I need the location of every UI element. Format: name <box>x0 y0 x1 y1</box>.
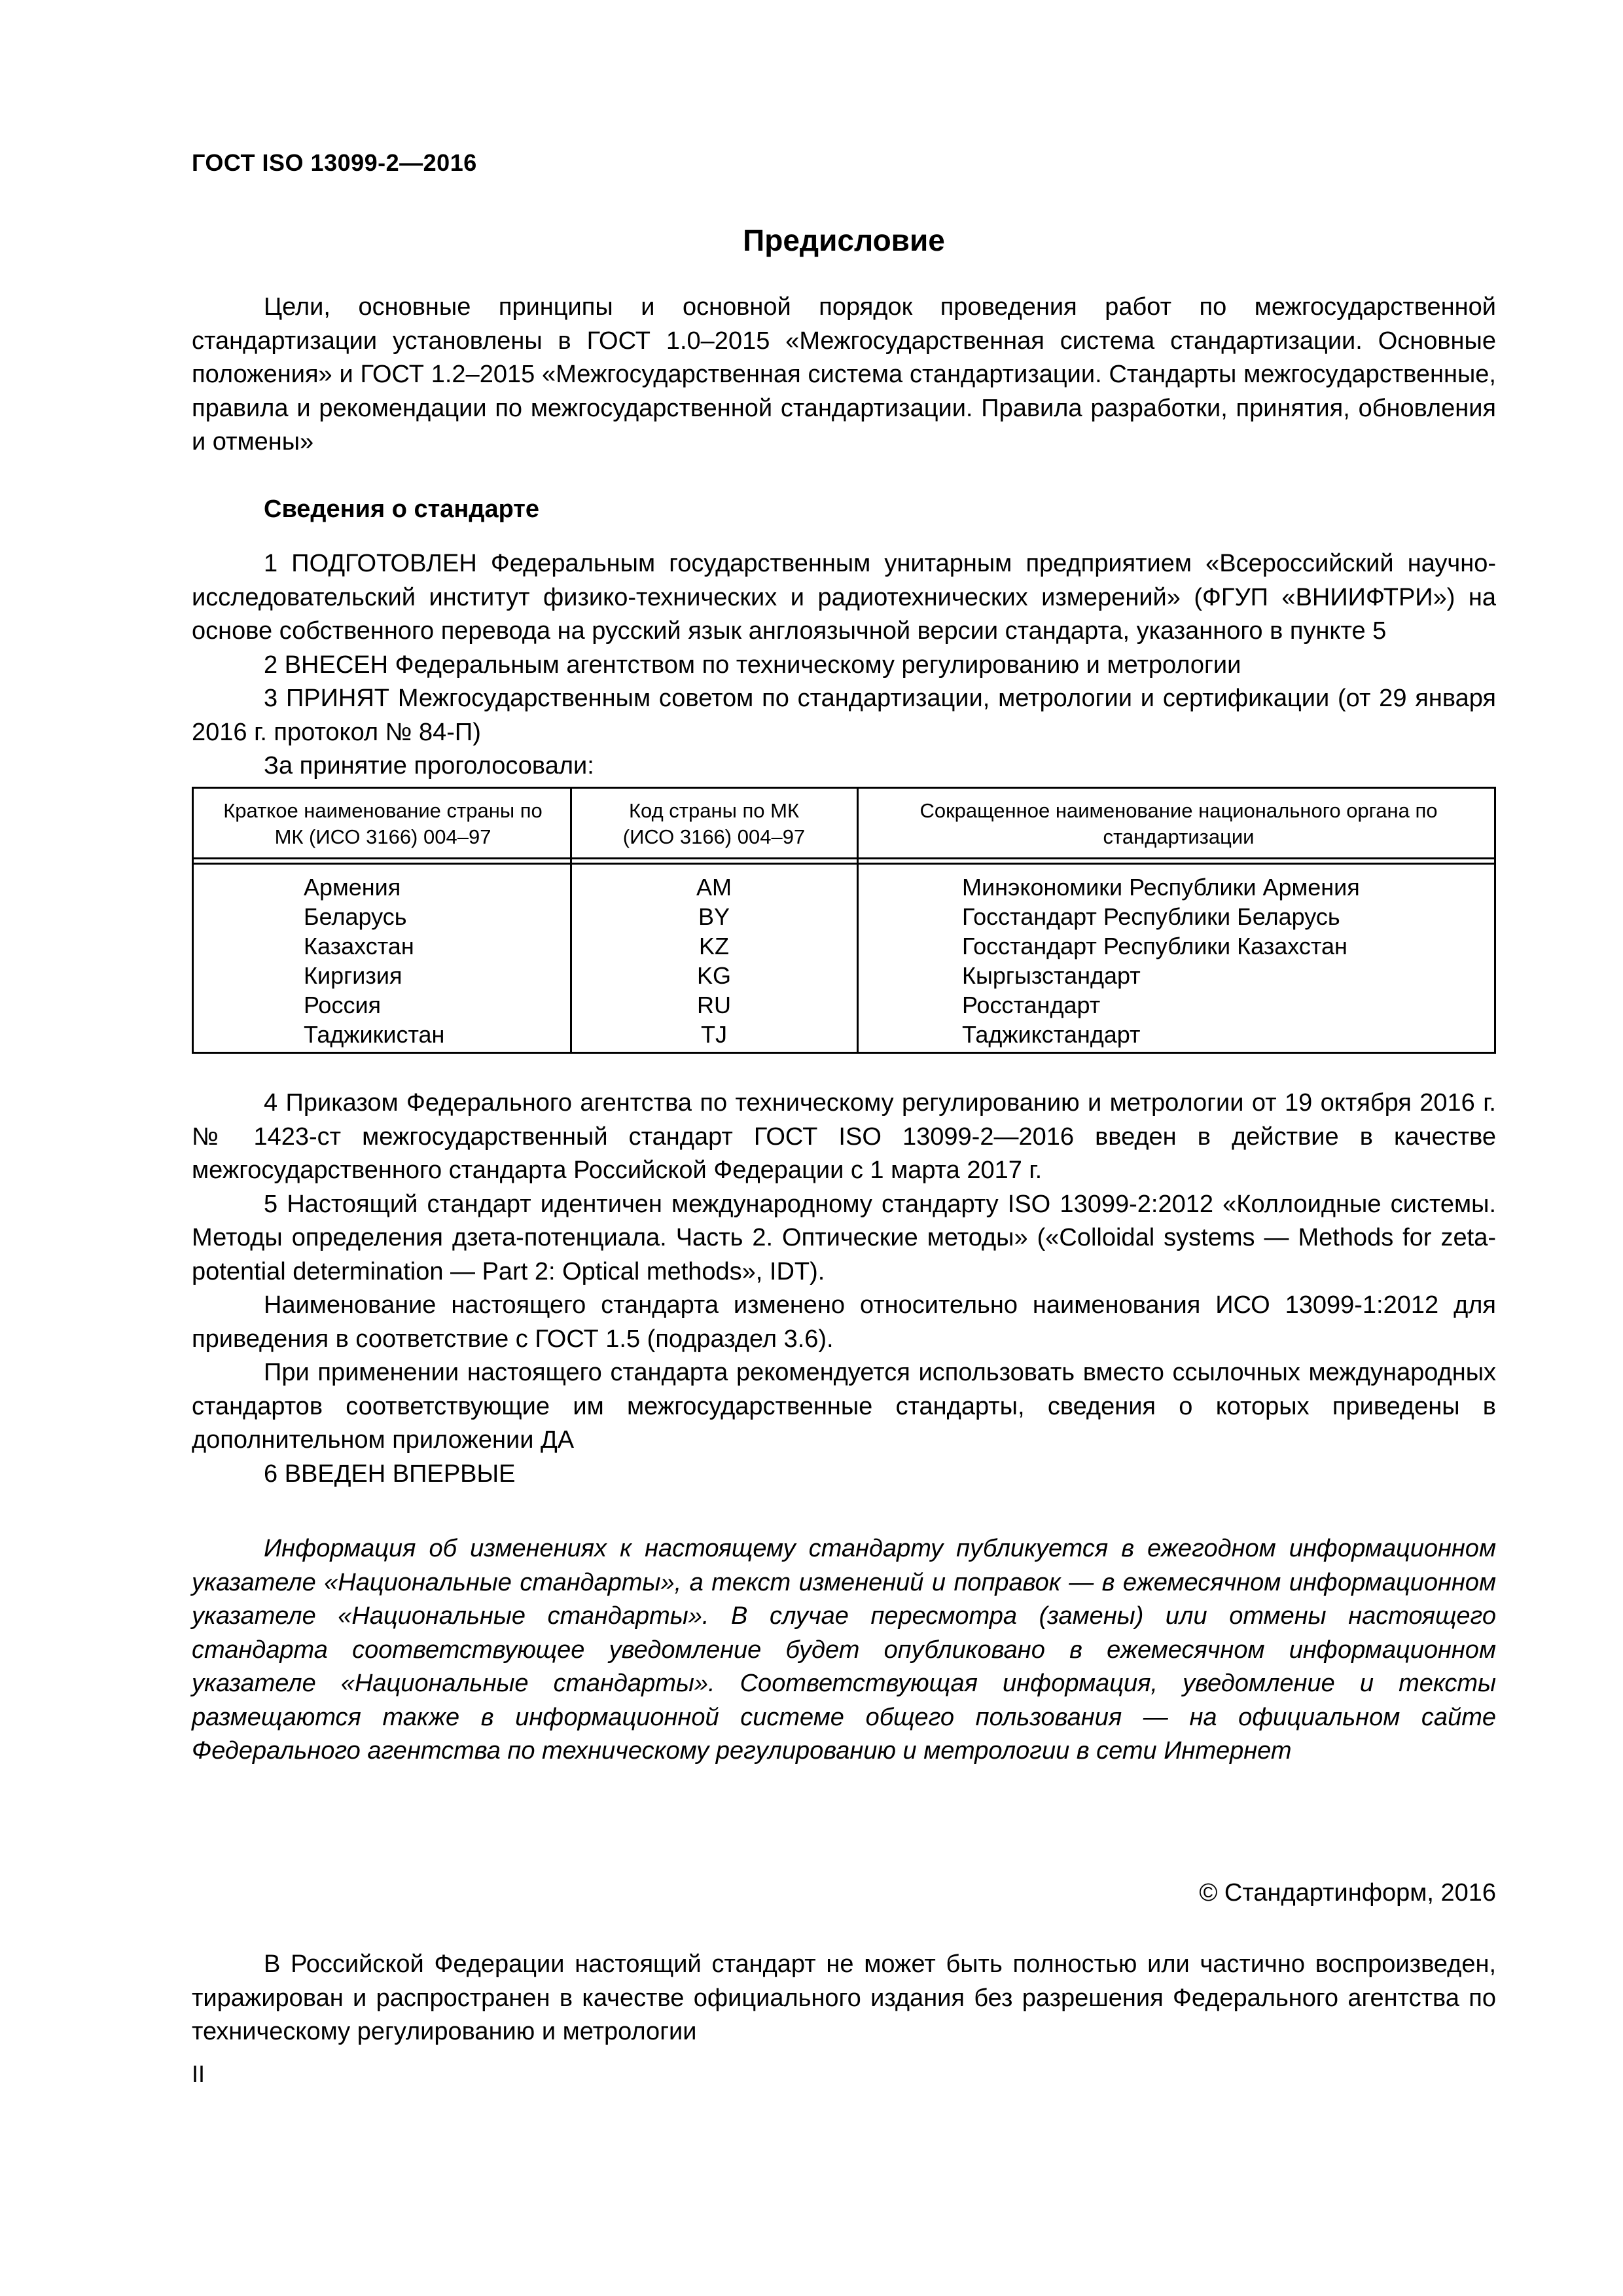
table-cell: RU <box>697 992 731 1018</box>
table-cell: Казахстан <box>304 933 414 960</box>
copyright: © Стандартинформ, 2016 <box>1199 1879 1496 1907</box>
table-divider <box>857 789 859 1052</box>
table-cell: Госстандарт Республики Беларусь <box>962 903 1340 930</box>
table-cell: KG <box>696 962 731 989</box>
table-column-country <box>304 872 444 1049</box>
table-header-body: Сокращенное наименование национального органа по стандартизации <box>919 799 1438 848</box>
table-cell: Россия <box>304 992 382 1018</box>
table-cell: KZ <box>698 933 729 960</box>
table-cell: TJ <box>701 1021 727 1048</box>
table-cell: Таджикстандарт <box>962 1021 1141 1048</box>
info-item-references-note: При применении настоящего стандарта рекомендуется использовать вместо ссылочных международных стандартов соответствующие им межгосударственные стандарты, сведения о которых приведены в дополнительном приложении ДА <box>192 1359 1496 1454</box>
table-cell: Минэкономики Республики Армения <box>962 874 1360 901</box>
info-item-4: 4 Приказом Федерального агентства по техническому регулированию и метрологии от 19 октября 2016 г. № 1423-ст межгосударственный стандарт ГОСТ ISO 13099-2—2016 введен в действие в качестве межгосударственного стандарта Российской Федерации с 1 марта 2017 г. <box>192 1089 1496 1184</box>
table-header-country: Краткое наименование страны по МК (ИСО 3166) 004–97 <box>223 799 543 848</box>
info-items-list-2 <box>192 1086 1496 1491</box>
info-items-list <box>192 547 1496 783</box>
table-cell: Киргизия <box>304 962 402 989</box>
intro-paragraph <box>192 291 1496 459</box>
page-title: Предисловие <box>743 223 945 257</box>
table-column-body <box>962 872 1360 1049</box>
info-item-3: 3 ПРИНЯТ Межгосударственным советом по стандартизации, метрологии и сертификации (от 29 января 2016 г. протокол № 84-П) <box>192 685 1496 746</box>
page-number: II <box>192 2060 205 2087</box>
rights-statement: В Российской Федерации настоящий стандарт не может быть полностью или частично воспроизведен, тиражирован и распространен в качестве официального издания без разрешения Федерального агентства по техническому регулированию и метрологии <box>192 1950 1496 2045</box>
intro-text: Цели, основные принципы и основной порядок проведения работ по межгосударственной стандартизации установлены в ГОСТ 1.0–2015 «Межгосударственная система стандартизации. Основные положения» и ГОСТ 1.2–2015 «Межгосударственная система стандартизации. Стандарты межгосударственные, правила и рекомендации по межгосударственной стандартизации. Правила разработки, принятия, обновления и отмены» <box>192 293 1496 456</box>
document-code-header: ГОСТ ISO 13099-2—2016 <box>192 149 477 176</box>
voting-table <box>192 787 1496 1054</box>
info-item-6: 6 ВВЕДЕН ВПЕРВЫЕ <box>264 1460 516 1488</box>
table-cell: Беларусь <box>304 903 407 930</box>
info-item-vote: За принятие проголосовали: <box>264 752 594 780</box>
table-header-divider <box>194 857 1494 859</box>
info-item-1: 1 ПОДГОТОВЛЕН Федеральным государственным унитарным предприятием «Всероссийский научно-исследовательский институт физико-технических и радиотехнических измерений» (ФГУП «ВНИИФТРИ») на основе собственного перевода на русский язык англоязычной версии стандарта, указанного в пункте 5 <box>192 550 1496 645</box>
table-column-code <box>688 872 740 1049</box>
table-cell: Армения <box>304 874 401 901</box>
info-item-name-note: Наименование настоящего стандарта изменено относительно наименования ИСО 13099-1:2012 для приведения в соответствие с ГОСТ 1.5 (подраздел 3.6). <box>192 1291 1496 1353</box>
table-cell: Таджикистан <box>304 1021 445 1048</box>
table-header-divider <box>194 863 1494 865</box>
table-header-code: Код страны по МК (ИСО 3166) 004–97 <box>622 799 806 848</box>
info-item-5: 5 Настоящий стандарт идентичен международному стандарту ISO 13099-2:2012 «Коллоидные системы. Методы определения дзета-потенциала. Часть 2. Оптические методы» («Colloidal systems — Methods for zeta-potential determination — Part 2: Optical methods», IDT). <box>192 1190 1496 1285</box>
table-divider <box>570 789 572 1052</box>
changes-notice: Информация об изменениях к настоящему стандарту публикуется в ежегодном информационном указателе «Национальные стандарты», а текст изменений и поправок — в ежемесячном информационном указателе «Национальные стандарты». В случае пересмотра (замены) или отмены настоящего стандарта соответствующее уведомление будет опубликовано в ежемесячном информационном указателе «Национальные стандарты». Соответствующая информация, уведомление и тексты размещаются также в информационной системе общего пользования — на официальном сайте Федерального агентства по техническому регулированию и метрологии в сети Интернет <box>192 1535 1496 1765</box>
table-cell: Госстандарт Республики Казахстан <box>962 933 1347 960</box>
table-cell: Росстандарт <box>962 992 1101 1018</box>
table-cell: BY <box>698 903 730 930</box>
table-cell: AM <box>696 874 732 901</box>
info-heading: Сведения о стандарте <box>264 495 540 523</box>
info-item-2: 2 ВНЕСЕН Федеральным агентством по техническому регулированию и метрологии <box>264 651 1241 679</box>
table-cell: Кыргызстандарт <box>962 962 1141 989</box>
